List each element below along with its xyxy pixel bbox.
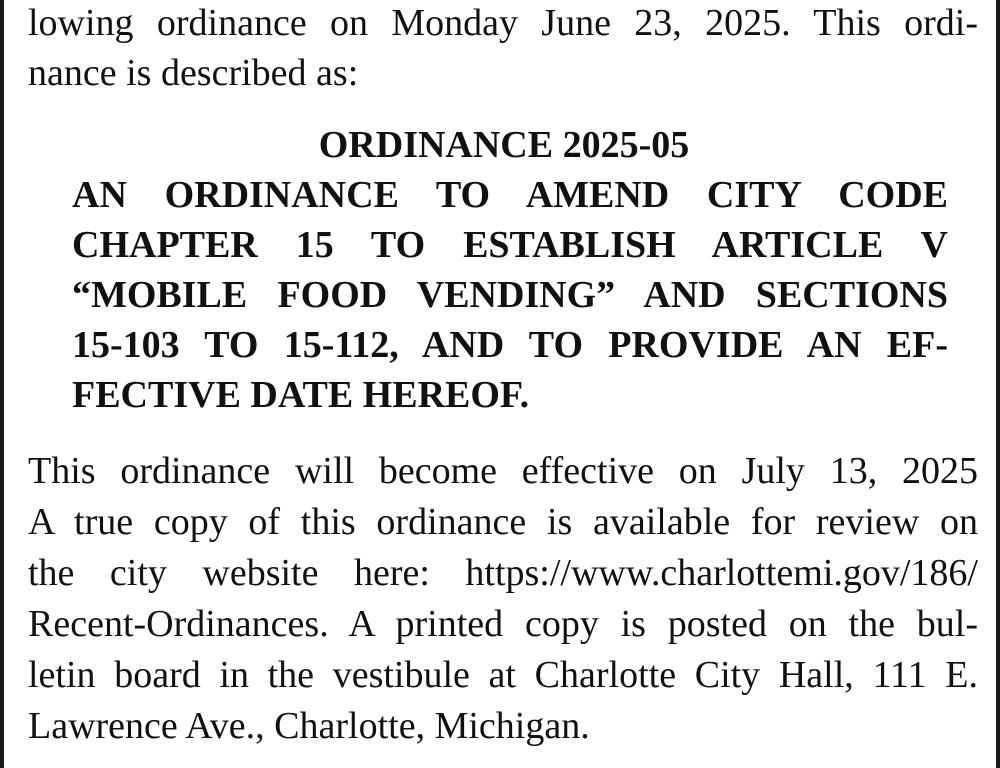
intro-line-1: lowing ordinance on Monday June 23, 2025. This ordi- <box>28 2 978 44</box>
ordinance-title-line-1: AN ORDINANCE TO AMEND CITY CODE <box>72 174 948 216</box>
closing-line-2: A true copy of this ordinance is available for review on <box>28 501 978 543</box>
closing-line-6: Lawrence Ave., Charlotte, Michigan. <box>28 705 590 747</box>
ordinance-title-line-2: CHAPTER 15 TO ESTABLISH ARTICLE V <box>72 224 948 266</box>
closing-line-5: letin board in the vestibule at Charlotte City Hall, 111 E. <box>28 654 978 696</box>
closing-line-3-website-url: the city website here: https://www.charlottemi.gov/186/ <box>28 552 978 594</box>
ordinance-title-line-5: FECTIVE DATE HEREOF. <box>72 374 530 416</box>
closing-line-1: This ordinance will become effective on July 13, 2025 <box>28 450 978 492</box>
intro-line-2: nance is described as: <box>28 52 359 94</box>
ordinance-title-line-3: “MOBILE FOOD VENDING” AND SECTIONS <box>72 274 948 316</box>
ordinance-title-line-4: 15-103 TO 15-112, AND TO PROVIDE AN EF- <box>72 324 948 366</box>
ordinance-number: ORDINANCE 2025-05 <box>318 124 690 166</box>
closing-line-4: Recent-Ordinances. A printed copy is posted on the bul- <box>28 603 978 645</box>
